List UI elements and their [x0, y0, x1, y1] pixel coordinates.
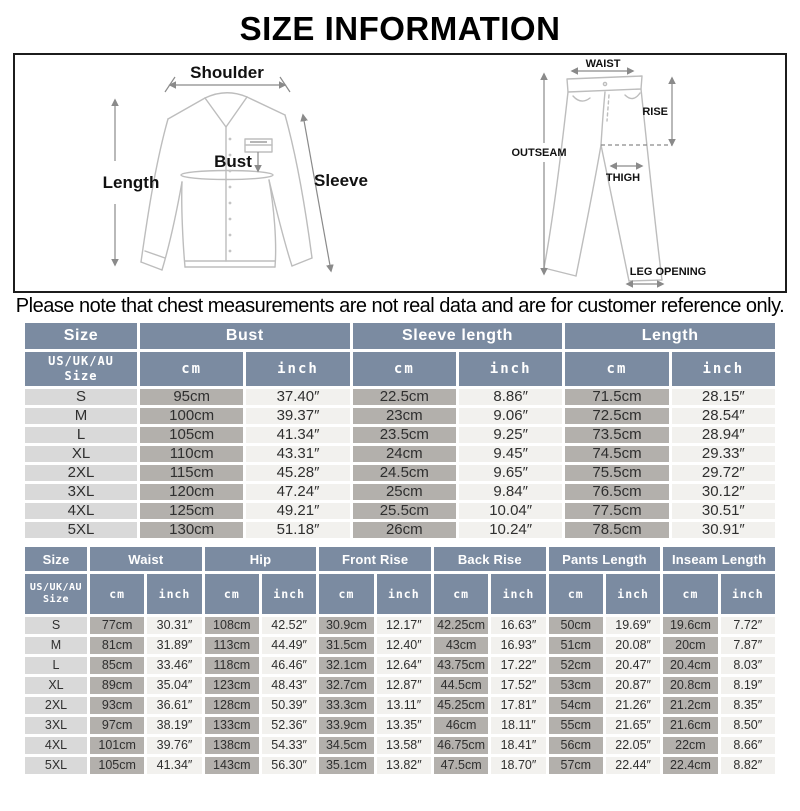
size-value-cell: 3XL: [25, 484, 137, 500]
inch-value-cell: 38.19″: [147, 717, 201, 734]
inch-value-cell: 41.34″: [246, 427, 349, 443]
cm-value-cell: 118cm: [205, 657, 259, 674]
inch-header: inch: [491, 574, 545, 614]
cm-value-cell: 77.5cm: [565, 503, 668, 519]
size-standard-header: US/UK/AU Size: [25, 352, 137, 386]
inch-value-cell: 37.40″: [246, 389, 349, 405]
size-value-cell: L: [25, 657, 87, 674]
inch-value-cell: 13.82″: [377, 757, 431, 774]
inch-value-cell: 42.52″: [262, 617, 316, 634]
inch-value-cell: 43.31″: [246, 446, 349, 462]
inch-value-cell: 20.08″: [606, 637, 660, 654]
inch-value-cell: 47.24″: [246, 484, 349, 500]
inch-header: inch: [262, 574, 316, 614]
cm-value-cell: 21.2cm: [663, 697, 717, 714]
table-row: [25, 522, 775, 538]
inch-value-cell: 10.04″: [459, 503, 562, 519]
cm-value-cell: 125cm: [140, 503, 243, 519]
inch-value-cell: 7.87″: [721, 637, 775, 654]
cm-value-cell: 25.5cm: [353, 503, 456, 519]
cm-value-cell: 97cm: [90, 717, 144, 734]
cm-value-cell: 33.9cm: [319, 717, 373, 734]
inch-value-cell: 51.18″: [246, 522, 349, 538]
inch-value-cell: 9.65″: [459, 465, 562, 481]
inch-header: inch: [459, 352, 562, 386]
cm-value-cell: 19.6cm: [663, 617, 717, 634]
inch-value-cell: 8.03″: [721, 657, 775, 674]
inch-value-cell: 18.11″: [491, 717, 545, 734]
cm-value-cell: 26cm: [353, 522, 456, 538]
cm-value-cell: 22.5cm: [353, 389, 456, 405]
bust-header: Bust: [140, 323, 350, 349]
size-value-cell: 4XL: [25, 503, 137, 519]
inch-value-cell: 8.19″: [721, 677, 775, 694]
size-value-cell: 4XL: [25, 737, 87, 754]
inch-value-cell: 9.06″: [459, 408, 562, 424]
table-row: [25, 408, 775, 424]
inch-value-cell: 29.72″: [672, 465, 775, 481]
tops-group-header-row: [25, 323, 775, 349]
inch-header: inch: [672, 352, 775, 386]
sleeve-length-header: Sleeve length: [353, 323, 563, 349]
cm-value-cell: 128cm: [205, 697, 259, 714]
cm-value-cell: 53cm: [549, 677, 603, 694]
cm-value-cell: 22cm: [663, 737, 717, 754]
table-row: [25, 427, 775, 443]
inch-value-cell: 7.72″: [721, 617, 775, 634]
bottoms-size-table: [22, 544, 778, 777]
shirt-sketch: [103, 63, 368, 271]
cm-value-cell: 32.1cm: [319, 657, 373, 674]
size-header: Size: [25, 547, 87, 571]
cm-value-cell: 130cm: [140, 522, 243, 538]
inch-header: inch: [606, 574, 660, 614]
inch-value-cell: 8.82″: [721, 757, 775, 774]
sleeve-label: Sleeve: [314, 171, 368, 190]
inch-value-cell: 56.30″: [262, 757, 316, 774]
cm-value-cell: 123cm: [205, 677, 259, 694]
cm-value-cell: 85cm: [90, 657, 144, 674]
measurement-note: Please note that chest measurements are not real data and are for customer reference only.: [15, 295, 785, 317]
length-header: Length: [565, 323, 775, 349]
inch-value-cell: 48.43″: [262, 677, 316, 694]
cm-value-cell: 25cm: [353, 484, 456, 500]
inch-value-cell: 28.15″: [672, 389, 775, 405]
table-row: [25, 484, 775, 500]
size-value-cell: S: [25, 617, 87, 634]
inch-value-cell: 21.26″: [606, 697, 660, 714]
tops-size-table: [22, 320, 778, 541]
table-row: [25, 465, 775, 481]
waist-header: Waist: [90, 547, 202, 571]
cm-value-cell: 46.75cm: [434, 737, 488, 754]
inseam-length-header: Inseam Length: [663, 547, 775, 571]
inch-value-cell: 13.11″: [377, 697, 431, 714]
inch-value-cell: 30.91″: [672, 522, 775, 538]
table-row: [25, 697, 775, 714]
cm-value-cell: 47.5cm: [434, 757, 488, 774]
inch-value-cell: 22.44″: [606, 757, 660, 774]
cm-value-cell: 77cm: [90, 617, 144, 634]
table-row: [25, 389, 775, 405]
cm-value-cell: 108cm: [205, 617, 259, 634]
pants-sketch: [512, 58, 707, 284]
cm-value-cell: 57cm: [549, 757, 603, 774]
cm-value-cell: 31.5cm: [319, 637, 373, 654]
size-header: Size: [25, 323, 137, 349]
size-value-cell: 5XL: [25, 522, 137, 538]
inch-value-cell: 46.46″: [262, 657, 316, 674]
inch-value-cell: 30.31″: [147, 617, 201, 634]
cm-value-cell: 101cm: [90, 737, 144, 754]
cm-value-cell: 21.6cm: [663, 717, 717, 734]
inch-value-cell: 52.36″: [262, 717, 316, 734]
inch-value-cell: 8.66″: [721, 737, 775, 754]
table-row: [25, 677, 775, 694]
cm-value-cell: 35.1cm: [319, 757, 373, 774]
cm-value-cell: 78.5cm: [565, 522, 668, 538]
cm-header: cm: [140, 352, 243, 386]
cm-value-cell: 51cm: [549, 637, 603, 654]
cm-value-cell: 24cm: [353, 446, 456, 462]
page-title: SIZE INFORMATION: [239, 10, 561, 47]
cm-value-cell: 75.5cm: [565, 465, 668, 481]
inch-value-cell: 50.39″: [262, 697, 316, 714]
inch-value-cell: 9.45″: [459, 446, 562, 462]
size-value-cell: M: [25, 408, 137, 424]
size-information-page: [0, 11, 800, 777]
outseam-label: OUTSEAM: [511, 147, 567, 159]
tops-unit-header-row: [25, 352, 775, 386]
cm-value-cell: 133cm: [205, 717, 259, 734]
cm-value-cell: 81cm: [90, 637, 144, 654]
cm-header: cm: [353, 352, 456, 386]
bust-label: Bust: [214, 152, 252, 171]
inch-header: inch: [377, 574, 431, 614]
cm-header: cm: [205, 574, 259, 614]
inch-value-cell: 28.94″: [672, 427, 775, 443]
cm-header: cm: [549, 574, 603, 614]
inch-header: inch: [246, 352, 349, 386]
table-row: [25, 617, 775, 634]
thigh-label: THIGH: [605, 172, 641, 184]
back-rise-header: Back Rise: [434, 547, 546, 571]
cm-value-cell: 24.5cm: [353, 465, 456, 481]
cm-value-cell: 105cm: [90, 757, 144, 774]
table-row: [25, 637, 775, 654]
cm-header: cm: [319, 574, 373, 614]
size-value-cell: 2XL: [25, 697, 87, 714]
inch-value-cell: 21.65″: [606, 717, 660, 734]
inch-value-cell: 17.81″: [491, 697, 545, 714]
cm-value-cell: 56cm: [549, 737, 603, 754]
cm-value-cell: 52cm: [549, 657, 603, 674]
cm-value-cell: 22.4cm: [663, 757, 717, 774]
size-value-cell: XL: [25, 677, 87, 694]
inch-value-cell: 10.24″: [459, 522, 562, 538]
cm-value-cell: 32.7cm: [319, 677, 373, 694]
table-row: [25, 657, 775, 674]
size-value-cell: 3XL: [25, 717, 87, 734]
shoulder-label: Shoulder: [190, 63, 264, 82]
length-label: Length: [102, 173, 160, 192]
inch-value-cell: 29.33″: [672, 446, 775, 462]
cm-value-cell: 44.5cm: [434, 677, 488, 694]
leg-opening-label: LEG OPENING: [629, 266, 707, 278]
inch-value-cell: 12.87″: [377, 677, 431, 694]
front-rise-header: Front Rise: [319, 547, 431, 571]
size-value-cell: 2XL: [25, 465, 137, 481]
inch-value-cell: 18.70″: [491, 757, 545, 774]
size-value-cell: XL: [25, 446, 137, 462]
inch-value-cell: 12.40″: [377, 637, 431, 654]
cm-value-cell: 43.75cm: [434, 657, 488, 674]
cm-value-cell: 23.5cm: [353, 427, 456, 443]
inch-value-cell: 19.69″: [606, 617, 660, 634]
cm-value-cell: 76.5cm: [565, 484, 668, 500]
inch-value-cell: 16.93″: [491, 637, 545, 654]
cm-value-cell: 110cm: [140, 446, 243, 462]
inch-value-cell: 35.04″: [147, 677, 201, 694]
cm-value-cell: 46cm: [434, 717, 488, 734]
inch-value-cell: 45.28″: [246, 465, 349, 481]
cm-value-cell: 20.4cm: [663, 657, 717, 674]
inch-value-cell: 17.22″: [491, 657, 545, 674]
inch-value-cell: 12.64″: [377, 657, 431, 674]
inch-value-cell: 54.33″: [262, 737, 316, 754]
cm-value-cell: 115cm: [140, 465, 243, 481]
inch-value-cell: 33.46″: [147, 657, 201, 674]
inch-value-cell: 22.05″: [606, 737, 660, 754]
inch-value-cell: 13.35″: [377, 717, 431, 734]
sleeve-arrow: [303, 115, 331, 271]
size-value-cell: M: [25, 637, 87, 654]
inch-value-cell: 39.37″: [246, 408, 349, 424]
cm-header: cm: [663, 574, 717, 614]
inch-value-cell: 13.58″: [377, 737, 431, 754]
cm-value-cell: 120cm: [140, 484, 243, 500]
table-row: [25, 503, 775, 519]
inch-value-cell: 39.76″: [147, 737, 201, 754]
inch-value-cell: 18.41″: [491, 737, 545, 754]
table-row: [25, 757, 775, 774]
bottoms-unit-header-row: [25, 574, 775, 614]
inch-value-cell: 20.47″: [606, 657, 660, 674]
size-value-cell: 5XL: [25, 757, 87, 774]
cm-value-cell: 74.5cm: [565, 446, 668, 462]
cm-value-cell: 138cm: [205, 737, 259, 754]
cm-value-cell: 33.3cm: [319, 697, 373, 714]
inch-header: inch: [721, 574, 775, 614]
cm-value-cell: 100cm: [140, 408, 243, 424]
cm-value-cell: 43cm: [434, 637, 488, 654]
rise-label: RISE: [642, 106, 668, 118]
cm-value-cell: 93cm: [90, 697, 144, 714]
hip-header: Hip: [205, 547, 317, 571]
inch-value-cell: 30.12″: [672, 484, 775, 500]
waist-label: WAIST: [585, 58, 621, 70]
measurement-diagram: [13, 53, 787, 293]
inch-value-cell: 49.21″: [246, 503, 349, 519]
inch-value-cell: 28.54″: [672, 408, 775, 424]
inch-value-cell: 44.49″: [262, 637, 316, 654]
cm-value-cell: 23cm: [353, 408, 456, 424]
inch-value-cell: 8.35″: [721, 697, 775, 714]
measurement-diagram-svg: [15, 55, 785, 291]
cm-value-cell: 20cm: [663, 637, 717, 654]
inch-value-cell: 12.17″: [377, 617, 431, 634]
cm-value-cell: 42.25cm: [434, 617, 488, 634]
cm-value-cell: 105cm: [140, 427, 243, 443]
cm-value-cell: 55cm: [549, 717, 603, 734]
cm-value-cell: 143cm: [205, 757, 259, 774]
cm-header: cm: [434, 574, 488, 614]
cm-value-cell: 20.8cm: [663, 677, 717, 694]
inch-value-cell: 17.52″: [491, 677, 545, 694]
table-row: [25, 446, 775, 462]
table-row: [25, 717, 775, 734]
pants-length-header: Pants Length: [549, 547, 661, 571]
cm-value-cell: 89cm: [90, 677, 144, 694]
cm-value-cell: 113cm: [205, 637, 259, 654]
size-value-cell: L: [25, 427, 137, 443]
cm-value-cell: 73.5cm: [565, 427, 668, 443]
inch-value-cell: 41.34″: [147, 757, 201, 774]
inch-value-cell: 8.50″: [721, 717, 775, 734]
size-standard-header: US/UK/AU Size: [25, 574, 87, 614]
bottoms-group-header-row: [25, 547, 775, 571]
size-value-cell: S: [25, 389, 137, 405]
inch-value-cell: 31.89″: [147, 637, 201, 654]
inch-value-cell: 36.61″: [147, 697, 201, 714]
inch-header: inch: [147, 574, 201, 614]
inch-value-cell: 9.84″: [459, 484, 562, 500]
table-row: [25, 737, 775, 754]
cm-value-cell: 30.9cm: [319, 617, 373, 634]
inch-value-cell: 9.25″: [459, 427, 562, 443]
cm-value-cell: 45.25cm: [434, 697, 488, 714]
cm-header: cm: [90, 574, 144, 614]
cm-value-cell: 72.5cm: [565, 408, 668, 424]
inch-value-cell: 16.63″: [491, 617, 545, 634]
cm-value-cell: 95cm: [140, 389, 243, 405]
cm-value-cell: 50cm: [549, 617, 603, 634]
cm-header: cm: [565, 352, 668, 386]
cm-value-cell: 54cm: [549, 697, 603, 714]
inch-value-cell: 30.51″: [672, 503, 775, 519]
cm-value-cell: 71.5cm: [565, 389, 668, 405]
inch-value-cell: 20.87″: [606, 677, 660, 694]
inch-value-cell: 8.86″: [459, 389, 562, 405]
cm-value-cell: 34.5cm: [319, 737, 373, 754]
